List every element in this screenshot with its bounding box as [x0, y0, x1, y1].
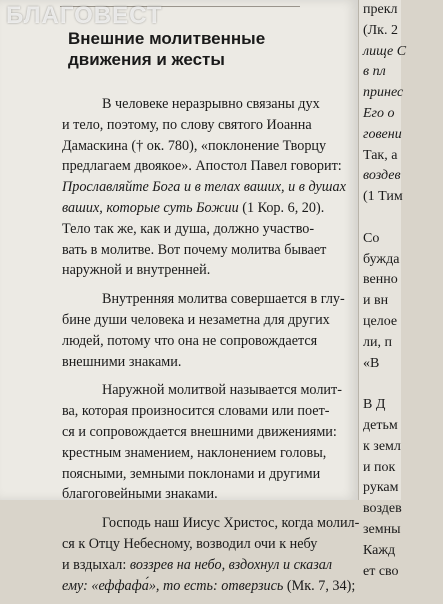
right-page-line: говени: [363, 126, 402, 142]
text-run: внешними знаками.: [62, 353, 182, 370]
right-page-line: рукам: [363, 480, 399, 496]
text-line: [62, 380, 352, 401]
text-run: поясными, земными поклонами и другими: [62, 465, 321, 482]
italic-quote: ваших, которые суть Божии: [62, 199, 239, 216]
text-line: [62, 555, 352, 576]
text-line: [62, 260, 352, 281]
text-line: [62, 331, 352, 352]
right-page-line: [363, 374, 443, 395]
right-page-line: земны: [363, 521, 401, 537]
watermark: БЛАГОВЕСТ: [6, 2, 163, 29]
text-run: предлагаем двоякое». Апостол Павел говорит:: [62, 158, 342, 175]
text-line: [62, 352, 352, 373]
right-page-line: целое: [363, 313, 398, 329]
right-page-line: ет сво: [363, 563, 399, 579]
text-run: благоговейными знаками.: [62, 486, 218, 503]
right-page-line: в пл: [363, 64, 386, 80]
text-line: [62, 513, 360, 534]
text-run: Наружной молитвой называется молит-: [102, 382, 342, 399]
text-line: [62, 534, 352, 555]
text-line: [62, 464, 352, 485]
running-header-rule: [60, 6, 300, 9]
right-page-line: Его о: [363, 105, 395, 121]
text-run: В человеке неразрывно связаны дух: [102, 96, 320, 112]
right-page-line: воздев: [363, 168, 401, 184]
right-page-line: бужда: [363, 251, 400, 267]
text-line: [62, 484, 352, 505]
right-page-line: прекл: [363, 2, 398, 17]
text-run: крестным знамением, наклонением головы,: [62, 444, 327, 461]
right-page-line: воздев: [363, 501, 402, 517]
right-page-line: (Лк. 2: [363, 22, 398, 38]
text-line: [62, 156, 352, 177]
text-line: [62, 219, 352, 240]
text-run: Тело так же, как и душа, должно участво-: [62, 220, 315, 237]
italic-quote: ему: «еффафа́», то есть: отверзись: [62, 577, 284, 594]
right-page-line: ли, п: [363, 334, 392, 350]
right-page-line: (1 Тим: [363, 189, 403, 205]
text-run: ся и сопровождается внешними движениями:: [62, 423, 337, 440]
section-title: [68, 28, 308, 70]
right-page-line: и вн: [363, 293, 389, 309]
paragraph: [62, 289, 352, 372]
paragraph: [62, 94, 352, 281]
text-line: [62, 310, 352, 331]
text-run: и тело, поэтому, по слову святого Иоанна: [62, 116, 312, 133]
body-text: [62, 94, 360, 604]
text-run: ва, которая произносится словами или поет-: [62, 403, 330, 420]
title-line: Внешние молитвенные: [68, 29, 266, 48]
text-run: Дамаскина († ок. 780), «поклонение Творцу: [62, 137, 327, 154]
right-page-line: Со: [363, 230, 380, 246]
right-page-line: принес: [363, 85, 404, 101]
text-line: [62, 198, 352, 219]
paragraph: [62, 380, 352, 505]
italic-quote: Прославляйте Бога и в телах ваших, и в душах: [62, 179, 346, 196]
title-line: движения и жесты: [68, 50, 225, 69]
text-run: Внутренняя молитва совершается в глу-: [102, 291, 345, 308]
text-run: (Мк. 7, 34);: [283, 577, 356, 594]
text-run: бине души человека и незаметна для других: [62, 311, 330, 328]
text-line: [62, 289, 352, 310]
right-page-line: «В: [363, 355, 380, 371]
right-page-column: [363, 0, 443, 582]
text-line: [62, 94, 352, 115]
text-line: [62, 240, 352, 261]
text-line: [62, 177, 352, 198]
paragraph: [62, 513, 360, 596]
text-line: [62, 422, 352, 443]
text-run: наружной и внутренней.: [62, 262, 211, 279]
text-line: [62, 115, 352, 136]
text-line: [62, 401, 352, 422]
right-page-line: лище С: [363, 43, 407, 59]
text-line: [62, 136, 352, 157]
italic-quote: воззрев на небо, вздохнул и сказал: [129, 556, 333, 573]
right-page-line: [363, 208, 443, 229]
right-page-line: В Д: [363, 397, 386, 413]
right-page-fragment: [358, 0, 407, 579]
text-line: [62, 576, 356, 597]
text-run: ся к Отцу Небесному, возводил очи к небу: [62, 535, 318, 552]
right-page-line: Кажд: [363, 542, 396, 558]
text-run: вать в молитве. Вот почему молитва бывает: [62, 241, 327, 258]
right-page-line: венно: [363, 272, 398, 288]
text-run: Господь наш Иисус Христос, когда молил-: [102, 515, 360, 532]
right-page-line: Так, а: [363, 147, 398, 163]
right-page-line: к земл: [363, 438, 401, 454]
right-page-line: детьм: [363, 417, 398, 433]
right-page-line: и пок: [363, 459, 396, 475]
text-run: людей, потому что она не сопровождается: [62, 332, 318, 349]
text-line: [62, 443, 352, 464]
text-run: и вздыхал:: [62, 556, 130, 573]
text-run: (1 Кор. 6, 20).: [238, 199, 325, 216]
